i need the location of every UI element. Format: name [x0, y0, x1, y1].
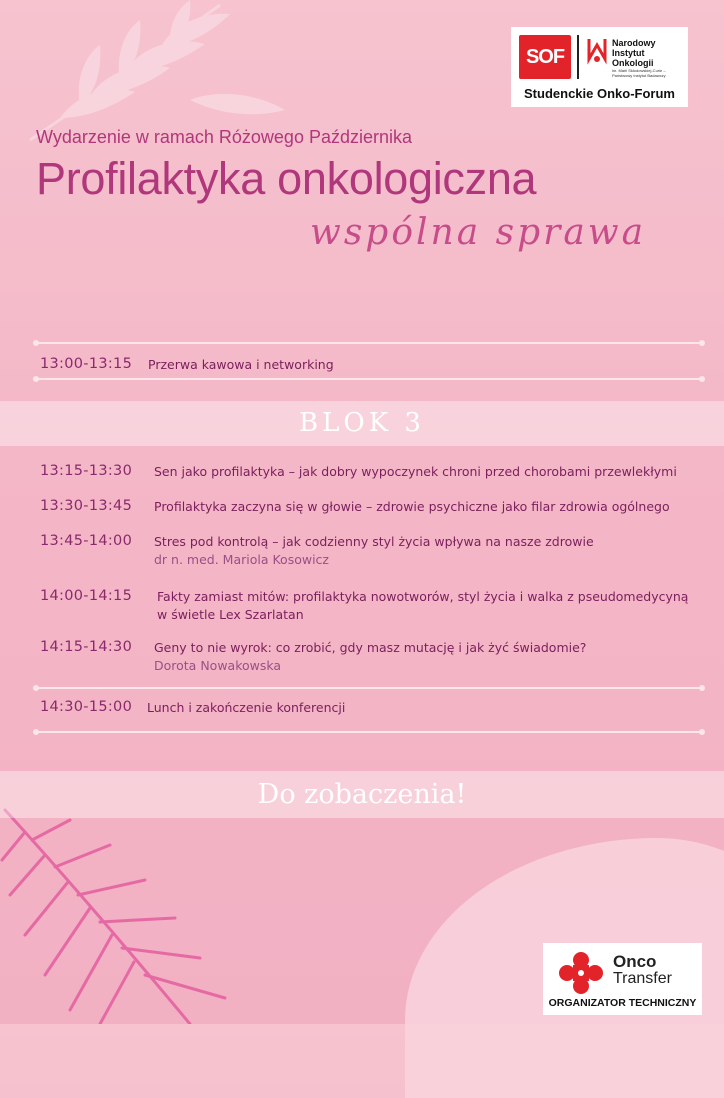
nio-logo-icon: [585, 35, 609, 65]
transfer-word: Transfer: [613, 970, 672, 987]
speaker-name: dr n. med. Mariola Kosowicz: [154, 552, 329, 567]
row-desc: [154, 639, 700, 675]
divider-line: [36, 378, 702, 380]
nio-line: Onkologii: [612, 58, 654, 68]
farewell-band: [0, 771, 724, 818]
divider-line: [36, 731, 702, 733]
logo-divider: [577, 35, 579, 79]
nio-line: Instytut: [612, 48, 645, 58]
row-time: 14:15-14:30: [40, 639, 133, 655]
divider-line: [36, 342, 702, 344]
talk-title: Fakty zamiast mitów: profilaktyka nowotworów, styl życia i walka z pseudomedycyną w świetle Lex Szarlatan: [157, 589, 689, 622]
row-desc: [154, 533, 700, 569]
script-tagline: wspólna sprawa: [310, 212, 647, 253]
fern-leaf-icon: [0, 800, 250, 1024]
row-time: 14:00-14:15: [40, 588, 133, 604]
row-desc: Lunch i zakończenie konferencji: [147, 700, 346, 715]
onco-transfer-logo: [543, 943, 702, 1015]
row-time: 13:00-13:15: [40, 356, 133, 372]
sof-logo: [511, 27, 688, 107]
event-subtitle: Wydarzenie w ramach Różowego Października: [36, 127, 413, 147]
talk-title: Sen jako profilaktyka – jak dobry wypoczynek chroni przed chorobami przewlekłymi: [154, 464, 677, 479]
sof-name: Studenckie Onko-Forum: [524, 86, 675, 101]
row-time: 13:45-14:00: [40, 533, 133, 549]
nio-name: [612, 38, 656, 68]
sof-mark: SOF: [519, 35, 571, 79]
row-desc: [154, 463, 700, 481]
talk-title: Stres pod kontrolą – jak codzienny styl życia wpływa na nasze zdrowie: [154, 534, 594, 549]
block-band: [0, 401, 724, 446]
onco-cross-icon: [557, 951, 605, 995]
speaker-name: Dorota Nowakowska: [154, 658, 282, 673]
nio-subname: im. Marii Skłodowskiej-Curie – Państwowy Instytut Badawczy: [612, 68, 666, 78]
row-time: 13:15-13:30: [40, 463, 133, 479]
farewell-text: Do zobaczenia!: [257, 779, 467, 810]
block-label: BLOK 3: [299, 408, 425, 438]
row-time: 13:30-13:45: [40, 498, 133, 514]
nio-line: Narodowy: [612, 38, 656, 48]
divider-line: [36, 687, 702, 689]
onco-word: Onco: [613, 952, 657, 971]
row-desc: [157, 588, 697, 624]
organizer-label: ORGANIZATOR TECHNICZNY: [548, 997, 697, 1009]
row-desc: [154, 498, 700, 516]
talk-title: Profilaktyka zaczyna się w głowie – zdrowie psychiczne jako filar zdrowia ogólnego: [154, 499, 670, 514]
row-desc: Przerwa kawowa i networking: [148, 357, 334, 372]
row-time: 14:30-15:00: [40, 699, 133, 715]
talk-title: Geny to nie wyrok: co zrobić, gdy masz mutację i jak żyć świadomie?: [154, 640, 587, 655]
page-title: Profilaktyka onkologiczna: [36, 153, 537, 204]
